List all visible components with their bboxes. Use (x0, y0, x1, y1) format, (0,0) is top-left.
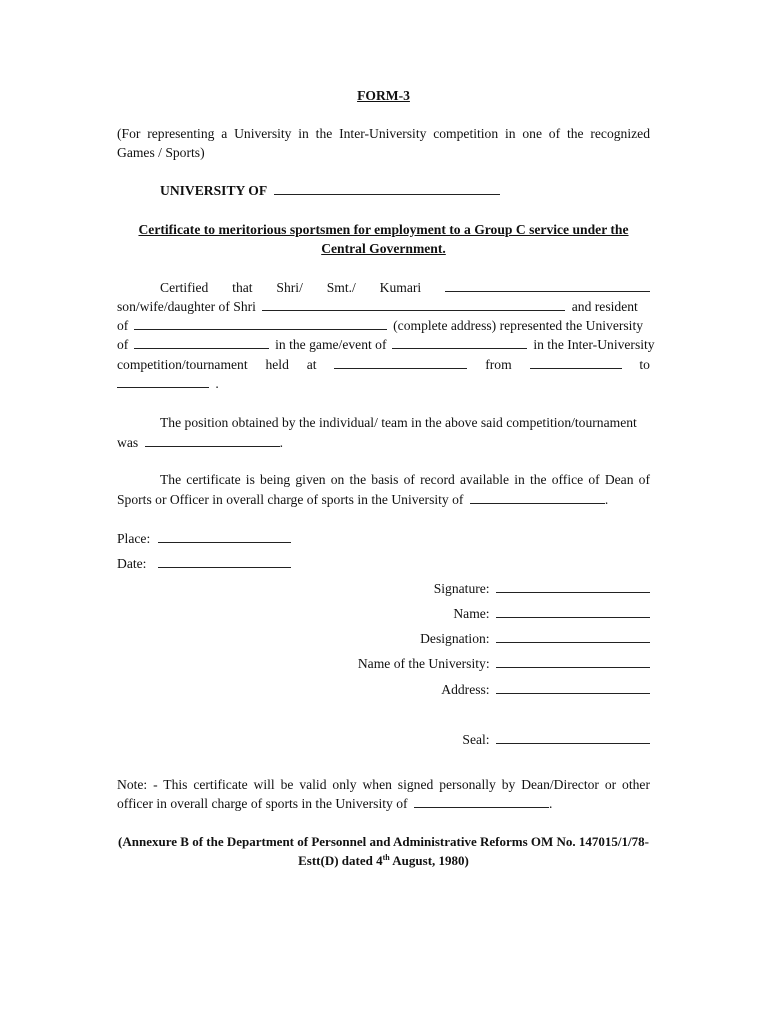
university-of-row (160, 181, 500, 200)
position-blank[interactable] (145, 433, 280, 447)
complete-address-label: (complete address) represented the University (393, 318, 644, 333)
body-line-5 (117, 355, 650, 374)
father-name-blank[interactable] (262, 297, 565, 311)
form-title: FORM-3 (357, 88, 410, 103)
word-kumari: Kumari (379, 280, 422, 295)
purpose-line-2: Games / Sports) (117, 145, 205, 160)
university-name-label: Name of the University: (357, 656, 490, 671)
university-label: UNIVERSITY OF (160, 183, 267, 198)
certificate-heading-line-2: Central Government. (321, 241, 446, 256)
word-at: at (306, 357, 317, 372)
note-line-2-text: officer in overall charge of sports in the University of (117, 796, 408, 811)
inter-university-label: in the Inter-University (533, 337, 655, 352)
period: . (604, 492, 609, 507)
certificate-heading-line-1: Certificate to meritorious sportsmen for employment to a Group C service under the (138, 222, 629, 237)
was-label: was (117, 435, 139, 450)
word-to: to (639, 357, 650, 372)
seal-row (117, 730, 650, 749)
body-line-6 (117, 374, 650, 393)
annexure-line-1: (Annexure B of the Department of Personnel and Administrative Reforms OM No. 147015/1/78- (118, 834, 649, 849)
signatory-university-blank[interactable] (496, 654, 650, 668)
body-line-2 (117, 297, 650, 316)
record-line-2 (117, 490, 650, 509)
name-row (117, 604, 650, 623)
of-label: of (117, 337, 129, 352)
annexure-line-2 (117, 851, 650, 870)
word-smt: Smt./ (326, 280, 356, 295)
place-label: Place: (117, 531, 151, 546)
designation-row (117, 629, 650, 648)
word-from: from (485, 357, 512, 372)
signatory-name-blank[interactable] (496, 604, 650, 618)
and-resident-label: and resident (571, 299, 638, 314)
address-blank[interactable] (134, 316, 387, 330)
signature-label: Signature: (433, 581, 490, 596)
note-line-2 (117, 794, 650, 813)
university-blank[interactable] (274, 181, 500, 195)
address-label: Address: (441, 682, 490, 697)
word-shri: Shri/ (276, 280, 303, 295)
note-university-blank[interactable] (414, 794, 549, 808)
signature-blank[interactable] (496, 579, 650, 593)
of-label: of (117, 318, 129, 333)
position-line-2 (117, 433, 650, 452)
position-line-1: The position obtained by the individual/ team in the above said competition/tournament (160, 415, 637, 430)
body-line-4 (117, 335, 655, 354)
in-game-label: in the game/event of (275, 337, 387, 352)
name-blank[interactable] (445, 278, 650, 292)
record-line-2-text: Sports or Officer in overall charge of sports in the University of (117, 492, 464, 507)
annexure-date-superscript: th (382, 853, 390, 862)
word-certified: Certified (160, 280, 209, 295)
designation-blank[interactable] (496, 629, 650, 643)
signature-row (117, 579, 650, 598)
annexure-date-suffix: August, 1980) (389, 853, 469, 868)
period: . (215, 376, 219, 391)
seal-blank[interactable] (496, 730, 650, 744)
place-row (117, 529, 650, 548)
note-line-1: Note: - This certificate will be valid only when signed personally by Dean/Director or other (117, 777, 650, 792)
date-blank[interactable] (158, 554, 291, 568)
place-blank[interactable] (158, 529, 291, 543)
word-that: that (232, 280, 253, 295)
annexure-date-prefix: Estt(D) dated 4 (298, 853, 383, 868)
record-line-1: The certificate is being given on the basis of record available in the office of Dean of (160, 472, 650, 487)
period: . (279, 435, 283, 450)
designation-label: Designation: (420, 631, 490, 646)
date-row (117, 554, 650, 573)
purpose-line-1: (For representing a University in the Inter-University competition in one of the recognized (117, 126, 650, 141)
son-of-label: son/wife/daughter of Shri (117, 299, 256, 314)
body-line-1 (160, 278, 650, 297)
period: . (548, 796, 553, 811)
venue-blank[interactable] (334, 355, 467, 369)
from-date-blank[interactable] (530, 355, 622, 369)
word-competition: competition/tournament (117, 357, 248, 372)
university-name-row (117, 654, 650, 673)
record-university-blank[interactable] (470, 490, 605, 504)
university-name-blank[interactable] (134, 335, 269, 349)
signatory-address-blank[interactable] (496, 680, 650, 694)
name-label: Name: (453, 606, 490, 621)
game-event-blank[interactable] (392, 335, 527, 349)
seal-label: Seal: (462, 732, 490, 747)
date-label: Date: (117, 556, 147, 571)
word-held: held (265, 357, 289, 372)
to-date-blank[interactable] (117, 374, 209, 388)
address-row (117, 680, 650, 699)
body-line-3 (117, 316, 650, 335)
